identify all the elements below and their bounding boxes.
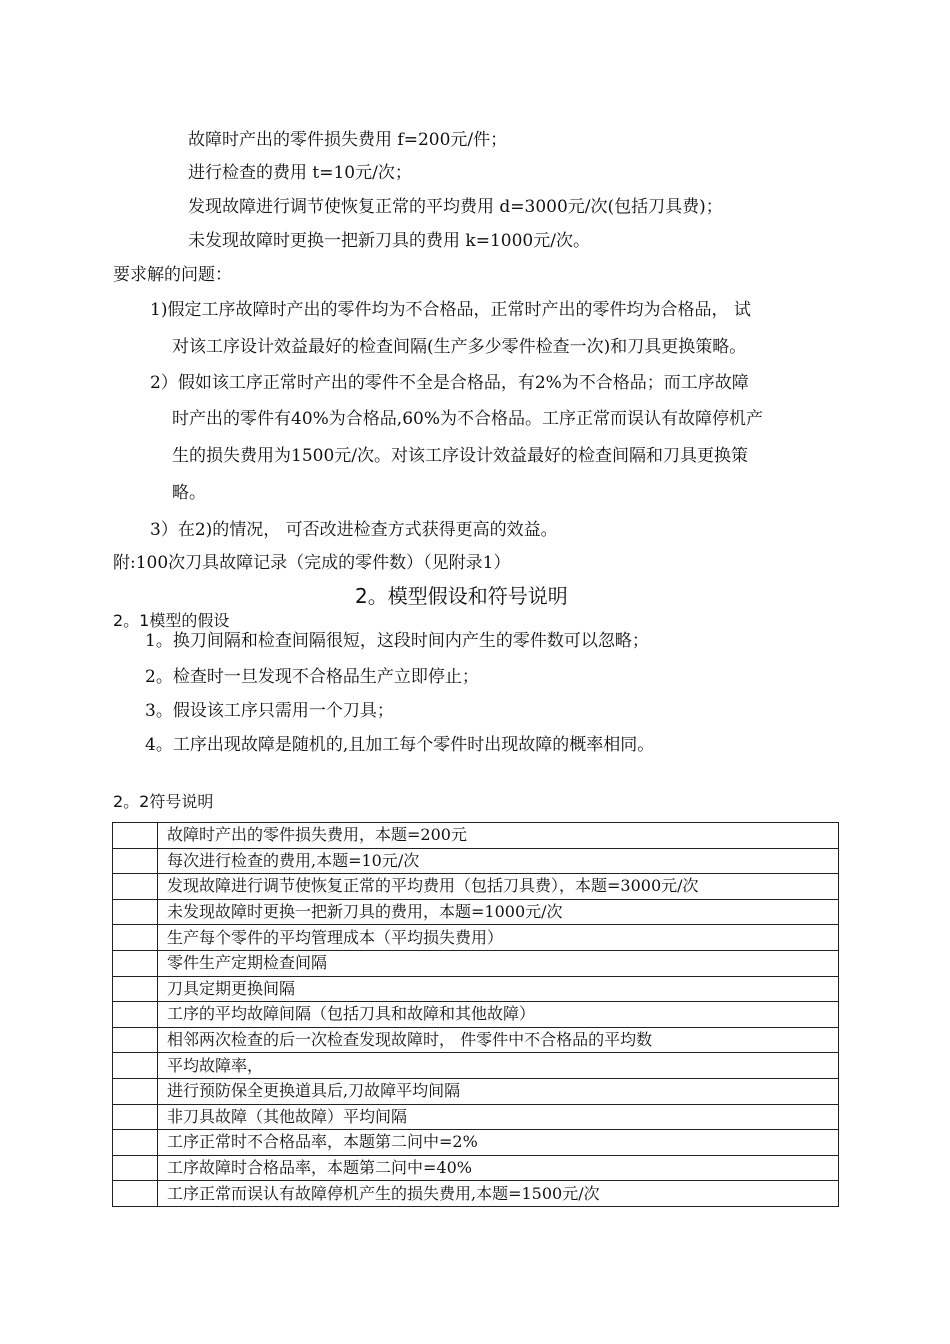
symbol-cell bbox=[113, 1027, 158, 1053]
symbol-cell bbox=[113, 1181, 158, 1207]
description-cell: 工序正常时不合格品率，本题第二问中=2% bbox=[158, 1130, 839, 1156]
symbol-cell bbox=[113, 823, 158, 849]
table-row bbox=[113, 1078, 839, 1104]
problem-2-line-2: 时产出的零件有40%为合格品,60%为不合格品。工序正常而误认有故障停机产 bbox=[172, 409, 763, 429]
symbol-cell bbox=[113, 925, 158, 951]
description-cell: 生产每个零件的平均管理成本（平均损失费用） bbox=[158, 925, 839, 951]
appendix-note: 附:100次刀具故障记录（完成的零件数）（见附录1） bbox=[113, 553, 511, 573]
problem-1-line-2: 对该工序设计效益最好的检查间隔(生产多少零件检查一次)和刀具更换策略。 bbox=[172, 337, 747, 357]
param-k: 未发现故障时更换一把新刀具的费用 k=1000元/次。 bbox=[188, 231, 590, 251]
symbol-cell bbox=[113, 874, 158, 900]
description-cell: 故障时产出的零件损失费用，本题=200元 bbox=[158, 823, 839, 849]
symbol-cell bbox=[113, 976, 158, 1002]
table-row bbox=[113, 1002, 839, 1028]
symbol-cell bbox=[113, 950, 158, 976]
table-row bbox=[113, 1053, 839, 1079]
table-row bbox=[113, 899, 839, 925]
section-2-1-title: 2。1模型的假设 bbox=[113, 611, 230, 630]
table-row bbox=[113, 925, 839, 951]
table-row bbox=[113, 1104, 839, 1130]
symbol-cell bbox=[113, 1078, 158, 1104]
description-cell: 发现故障进行调节使恢复正常的平均费用（包括刀具费），本题=3000元/次 bbox=[158, 874, 839, 900]
symbol-cell bbox=[113, 1155, 158, 1181]
assumption-1: 1。换刀间隔和检查间隔很短，这段时间内产生的零件数可以忽略； bbox=[145, 631, 649, 651]
description-cell: 未发现故障时更换一把新刀具的费用，本题=1000元/次 bbox=[158, 899, 839, 925]
description-cell: 进行预防保全更换道具后,刀故障平均间隔 bbox=[158, 1078, 839, 1104]
description-cell: 相邻两次检查的后一次检查发现故障时， 件零件中不合格品的平均数 bbox=[158, 1027, 839, 1053]
param-f: 故障时产出的零件损失费用 f=200元/件； bbox=[188, 130, 508, 150]
table-row bbox=[113, 874, 839, 900]
symbol-cell bbox=[113, 899, 158, 925]
description-cell: 非刀具故障（其他故障）平均间隔 bbox=[158, 1104, 839, 1130]
assumption-4: 4。工序出现故障是随机的,且加工每个零件时出现故障的概率相同。 bbox=[145, 735, 655, 755]
symbol-cell bbox=[113, 1104, 158, 1130]
symbol-cell bbox=[113, 1130, 158, 1156]
param-t: 进行检查的费用 t=10元/次； bbox=[188, 163, 412, 183]
symbol-cell bbox=[113, 1053, 158, 1079]
param-d: 发现故障进行调节使恢复正常的平均费用 d=3000元/次(包括刀具费)； bbox=[188, 197, 723, 217]
problem-1-line-1: 1)假定工序故障时产出的零件均为不合格品，正常时产出的零件均为合格品， 试 bbox=[150, 300, 751, 320]
description-cell: 刀具定期更换间隔 bbox=[158, 976, 839, 1002]
table-row bbox=[113, 1130, 839, 1156]
table-row bbox=[113, 848, 839, 874]
table-row bbox=[113, 1181, 839, 1207]
assumption-3: 3。假设该工序只需用一个刀具； bbox=[145, 701, 394, 721]
section-2-title: 2。模型假设和符号说明 bbox=[355, 584, 568, 608]
problem-2-line-1: 2）假如该工序正常时产出的零件不全是合格品，有2%为不合格品；而工序故障 bbox=[150, 373, 749, 393]
table-row bbox=[113, 823, 839, 849]
problem-2-line-3: 生的损失费用为1500元/次。对该工序设计效益最好的检查间隔和刀具更换策 bbox=[172, 446, 748, 466]
description-cell: 每次进行检查的费用,本题=10元/次 bbox=[158, 848, 839, 874]
symbol-cell bbox=[113, 848, 158, 874]
description-cell: 工序故障时合格品率，本题第二问中=40% bbox=[158, 1155, 839, 1181]
problems-heading: 要求解的问题： bbox=[113, 265, 232, 285]
description-cell: 工序的平均故障间隔（包括刀具和故障和其他故障） bbox=[158, 1002, 839, 1028]
description-cell: 平均故障率， bbox=[158, 1053, 839, 1079]
table-row bbox=[113, 1155, 839, 1181]
section-2-2-title: 2。2符号说明 bbox=[113, 792, 214, 811]
table-row bbox=[113, 1027, 839, 1053]
problem-2-line-4: 略。 bbox=[172, 483, 206, 503]
table-row bbox=[113, 950, 839, 976]
assumption-2: 2。检查时一旦发现不合格品生产立即停止； bbox=[145, 667, 479, 687]
description-cell: 零件生产定期检查间隔 bbox=[158, 950, 839, 976]
problem-3-line-1: 3）在2)的情况， 可否改进检查方式获得更高的效益。 bbox=[150, 520, 558, 540]
symbol-cell bbox=[113, 1002, 158, 1028]
symbol-table bbox=[112, 822, 839, 1207]
table-row bbox=[113, 976, 839, 1002]
description-cell: 工序正常而误认有故障停机产生的损失费用,本题=1500元/次 bbox=[158, 1181, 839, 1207]
